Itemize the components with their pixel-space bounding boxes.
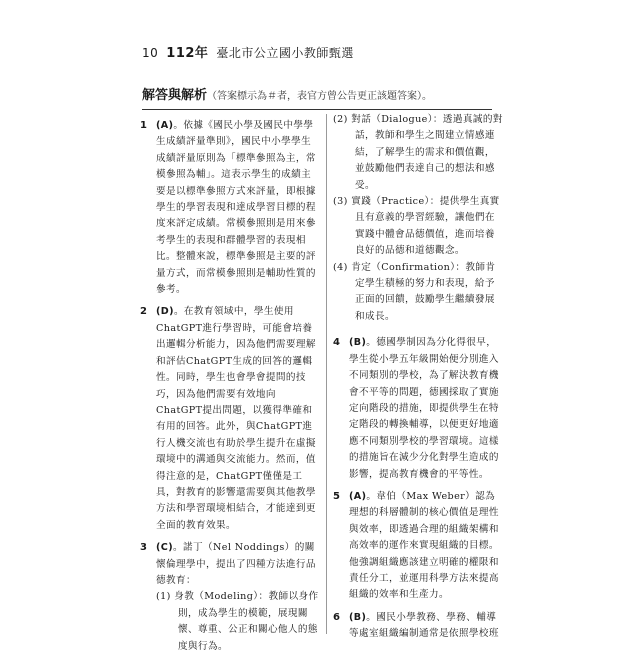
list-item: (2) 對話（Dialogue）：透過真誠的對話，教師和學生之間建立情感連結，了解學生的需求和價值觀，並鼓勵他們表達自己的想法和感受。 xyxy=(333,114,503,191)
explanation-text: 。諾丁（Nel Noddings）的關懷倫理學中，提出了四種方法進行品德教育： xyxy=(156,542,316,586)
explanation-text: 。韋伯（Max Weber）認為理想的科層體制的核心價值是理性與效率，即透過合理的組織架構和高效率的運作來實現組織的目標。他強調組織應該建立明確的權限和責任分工，並運用科學方法來提高組織的效率和生產力。 xyxy=(349,490,499,601)
question-number: 5 xyxy=(333,490,341,502)
explanation-text: 。在教育領域中，學生使用ChatGPT進行學習時，可能會培養出邏輯分析能力，因為他們需要理解和評估ChatGPT生成的回答的邏輯性。同時，學生也會學會提問的技巧，因為他們需要有效地向ChatGPT提出問題，以獲得準確和有用的回答。此外，與ChatGPT進行人機交流也有助於學生提升在虛擬環境中的溝通與交流能力。然而，值得注意的是，ChatGPT僅僅是工具，對教育的影響還需要與其他教學方法和學習環境相結合，才能達到更全面的教育效果。 xyxy=(156,306,316,531)
exam-year: 112年 xyxy=(166,46,209,61)
answer-key: (D) xyxy=(156,306,174,318)
list-item: (1) 身教（Modeling）：教師以身作則，成為學生的模範，展現關懷、尊重、公正和關心他人的態度與行為。 xyxy=(156,591,319,652)
question-5 xyxy=(333,489,503,604)
section-title-bar xyxy=(142,84,492,110)
list-item: (4) 肯定（Confirmation）：教師肯定學生積極的努力和表現，給予正面的回饋，鼓勵學生繼續發展和成長。 xyxy=(333,261,496,322)
question-4 xyxy=(333,335,503,483)
answer-key: (B) xyxy=(349,611,367,623)
right-column xyxy=(333,112,503,649)
answer-key: (B) xyxy=(349,337,367,349)
explanation-text: 。德國學制因為分化得很早，學生從小學五年級開始便分別進入不同類別的學校，為了解決教育機會不平等的問題，德國採取了實施定向階段的措施，即提供學生在特定階段的轉換輔導，以便更好地適應不同類別學校的學習環境。這樣的措施旨在減少分化對學生造成的影響，提高教育機會的平等性。 xyxy=(349,337,499,480)
question-number: 6 xyxy=(333,611,341,623)
list-item: (3) 實踐（Practice）：提供學生真實且有意義的學習經驗，讓他們在實踐中體會品德價值，進而培養良好的品德和道德觀念。 xyxy=(333,196,500,257)
page-header xyxy=(142,42,354,61)
question-number: 4 xyxy=(333,337,341,349)
column-divider xyxy=(326,114,327,634)
exam-name: 臺北市公立國小教師甄選 xyxy=(216,46,354,60)
question-1 xyxy=(140,118,320,298)
question-number: 1 xyxy=(140,120,148,131)
explanation-text: 。依據《國民小學及國民中學學生成績評量準則》，國民中小學學生成績評量原則為「標準參照為主，常模參照為輔」。這表示學生的成績主要是以標準參照方式來評量，即根據學生的學習表現和達成學習目標的程度來評定成績。常模參照則是用來參考學生的表現和群體學習的表現相比。整體來說，標準參照是主要的評量方式，而常模參照則是輔助性質的參考。 xyxy=(156,120,316,296)
question-2 xyxy=(140,304,320,534)
page-number: 10 xyxy=(142,46,159,60)
question-number: 2 xyxy=(140,306,148,318)
answer-key: (A) xyxy=(349,490,367,502)
question-6 xyxy=(333,610,503,643)
explanation-text: 。國民小學教務、學務、輔導等處室組織編制通常是依照學校班 xyxy=(349,611,499,640)
question-3 xyxy=(140,540,320,655)
question-number: 3 xyxy=(140,542,148,554)
answer-key: (C) xyxy=(156,542,174,554)
section-note: （答案標示為＃者，表官方曾公告更正該題答案）。 xyxy=(207,91,433,102)
answer-key: (A) xyxy=(156,120,174,131)
section-title: 解答與解析 xyxy=(142,88,208,103)
left-column xyxy=(140,118,320,661)
